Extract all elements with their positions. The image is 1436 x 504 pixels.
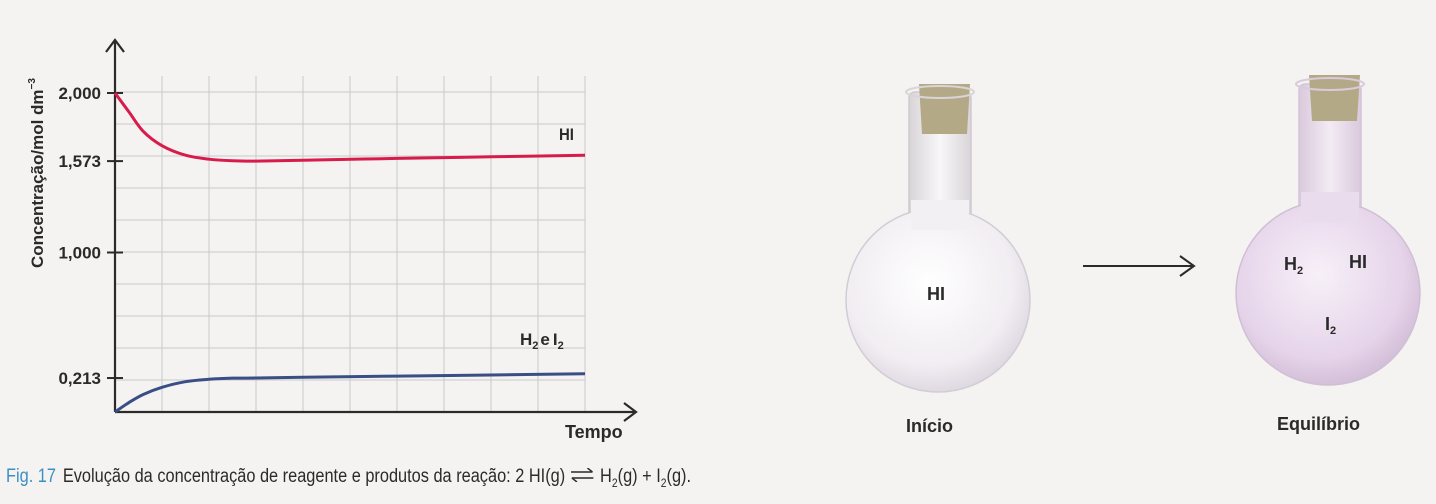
label-h-sub: 2 [532,340,539,352]
flask-start-label: Início [906,416,954,436]
flask-start-stopper [919,84,970,134]
caption-h-sub: 2 [611,475,618,490]
flask-end [1236,75,1420,434]
caption-h: H [600,466,612,488]
flask-end-bulb [1236,201,1420,385]
y-axis-label [27,78,47,268]
flask-end-hi: HI [1349,252,1367,272]
caption-text: Evolução da concentração de reagente e produtos da reação: 2 HI(g) [62,466,566,488]
y-tick-label: 2,000 [58,84,101,103]
x-axis-label: Tempo [565,422,623,442]
y-tick-label: 0,213 [58,369,101,389]
figure-caption [6,466,691,490]
flask-start-neck-join [911,200,969,230]
caption-fig-number: Fig. 17 [6,466,56,488]
flask-end-i2-letter: I [1325,314,1331,334]
label-e: e [540,330,550,349]
label-i-sub: 2 [557,340,564,352]
flask-end-h2-letter: H [1284,254,1297,274]
chart-grid [115,76,585,412]
flask-end-label: Equilíbrio [1277,414,1360,434]
label-h: H [520,330,533,349]
y-tick-label: 1,573 [58,152,101,172]
flask-start [846,84,1030,436]
label-i: I [552,330,558,349]
series-label-hi: HI [559,126,574,145]
equilibrium-arrows-icon [570,466,596,488]
y-axis-label-sup: −3 [27,78,38,90]
series-label-h2-i2 [520,330,564,352]
flask-end-neck-join [1301,192,1359,222]
caption-mid: (g) + I [617,466,661,488]
chart [27,40,636,442]
flask-start-content: HI [927,284,945,304]
caption-i-sub: 2 [660,475,667,490]
flask-end-h2-sub: 2 [1297,265,1304,277]
y-ticks [58,84,123,388]
flask-end-stopper [1309,75,1360,121]
y-tick-label: 1,000 [58,243,101,263]
reaction-arrow [1083,256,1194,276]
flask-end-i2-sub: 2 [1330,325,1337,337]
y-axis-label-text: Concentração/mol dm [28,89,47,268]
caption-end: (g). [666,466,692,488]
